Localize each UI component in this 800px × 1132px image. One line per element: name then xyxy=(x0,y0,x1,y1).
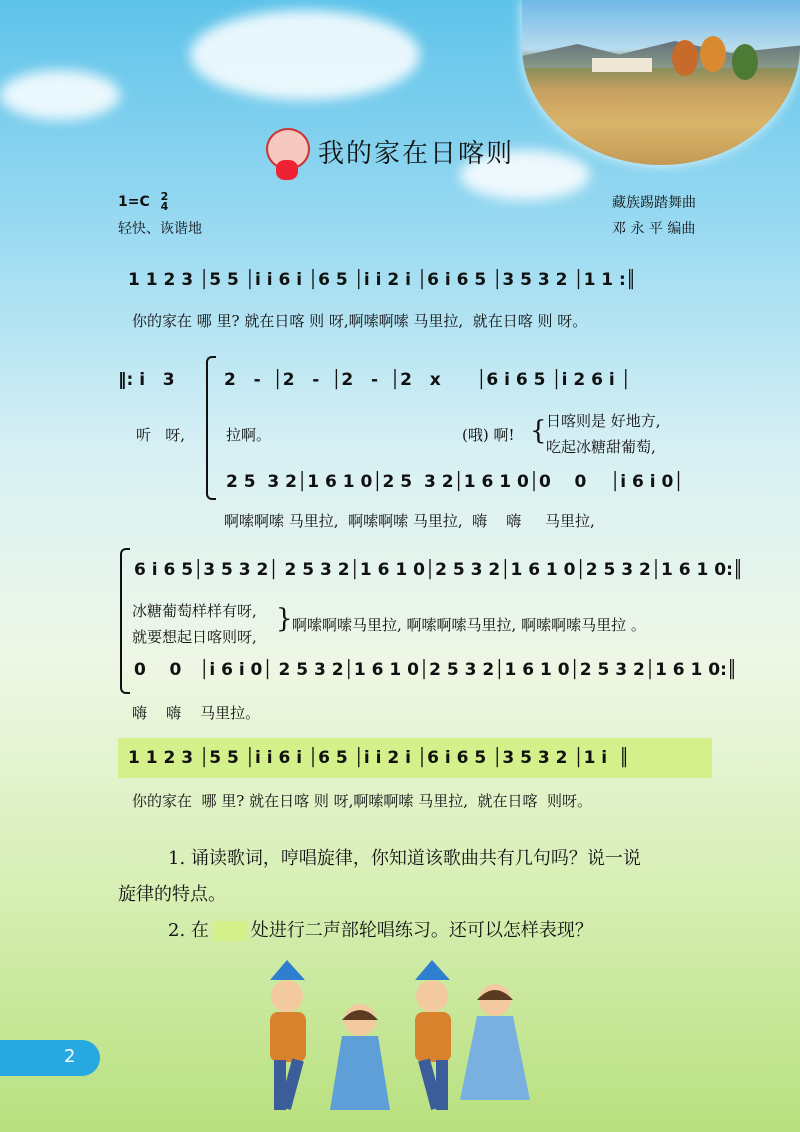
question-2-prefix: 2. 在 xyxy=(168,920,209,941)
lyrics-line-3-lower: 嗨 嗨 马里拉。 xyxy=(132,704,261,722)
highlight-swatch xyxy=(213,921,247,941)
notation-line-4: 1 1 2 3 │5 5 │i i 6 i │6 5 │i i 2 i │6 i 6 5 │3 5 3 2 │1 i ║ xyxy=(128,748,630,768)
lyrics-line-1: 你的家在 哪 里? 就在日喀 则 呀,啊嗦啊嗦 马里拉, 就在日喀 则 呀。 xyxy=(132,312,588,330)
lyrics-verse-2: 吃起冰糖甜葡萄, xyxy=(546,438,656,456)
song-header xyxy=(262,120,514,182)
lyrics-line-2-a: 拉啊。 xyxy=(226,426,272,444)
lyrics-verse-1: 日喀则是 好地方, xyxy=(546,412,661,430)
key-signature: 1=C 2 4 xyxy=(118,190,169,213)
dancer-figure xyxy=(270,960,306,1110)
dancer-figure xyxy=(460,984,530,1100)
notation-line-3-upper: 6 i 6 5│3 5 3 2│ 2 5 3 2│1 6 1 0│2 5 3 2│1 6 1 0│2 5 3 2│1 6 1 0:║ xyxy=(134,560,744,580)
lyrics-line-2-start: 听 呀, xyxy=(136,426,186,444)
question-2 xyxy=(168,914,593,948)
dancer-figure xyxy=(415,960,451,1110)
tempo-marking: 轻快、诙谐地 xyxy=(118,221,202,237)
song-arranger: 邓 永 平 编曲 xyxy=(612,221,696,237)
question-1-line-2: 旋律的特点。 xyxy=(118,884,226,905)
dancer-figure xyxy=(330,1004,390,1110)
question-1-line-1: 1. 诵读歌词，哼唱旋律，你知道该歌曲共有几句吗？说一说 xyxy=(168,848,641,869)
page-number: 2 xyxy=(64,1046,76,1067)
lyrics-line-2-b: (哦) 啊! xyxy=(462,426,515,444)
lyrics-brace-open: { xyxy=(530,416,547,446)
time-signature-bottom: 4 xyxy=(160,200,169,213)
voice-bracket xyxy=(120,548,130,694)
lyrics-line-4: 你的家在 哪 里? 就在日喀 则 呀,啊嗦啊嗦 马里拉, 就在日喀 则呀。 xyxy=(132,792,593,810)
lyrics-line-2-lower: 啊嗦啊嗦 马里拉, 啊嗦啊嗦 马里拉, 嗨 嗨 马里拉, xyxy=(224,512,595,530)
notation-line-3-lower: 0 0 │i 6 i 0│ 2 5 3 2│1 6 1 0│2 5 3 2│1 6 1 0│2 5 3 2│1 6 1 0:║ xyxy=(134,660,738,680)
voice-bracket xyxy=(206,356,216,500)
lyrics-verse-4: 就要想起日喀则呀, xyxy=(132,628,257,646)
lyrics-brace-close: } xyxy=(276,604,293,634)
question-1-cont xyxy=(118,878,226,912)
music-note-mascot-icon xyxy=(262,120,310,182)
lyrics-line-3-refrain: 啊嗦啊嗦马里拉, 啊嗦啊嗦马里拉, 啊嗦啊嗦马里拉 。 xyxy=(292,616,646,634)
page-number-tab xyxy=(0,1040,100,1076)
notation-line-2-start: ‖: i 3 xyxy=(118,370,181,390)
lyrics-verse-3: 冰糖葡萄样样有呀, xyxy=(132,602,257,620)
notation-line-1: 1 1 2 3 │5 5 │i i 6 i │6 5 │i i 2 i │6 i 6 5 │3 5 3 2 │1 1 :║ xyxy=(128,270,637,290)
cloud-decoration xyxy=(0,70,120,120)
notation-line-2-lower: 2 5 3 2│1 6 1 0│2 5 3 2│1 6 1 0│0 0 │i 6 i 0│ xyxy=(226,472,684,492)
question-1 xyxy=(168,842,641,876)
cloud-decoration xyxy=(190,10,420,100)
landscape-image xyxy=(522,0,800,165)
notation-line-2-upper: 2 - │2 - │2 - │2 x │6 i 6 5 │i 2 6 i │ xyxy=(224,370,631,390)
song-title: 我的家在日喀则 xyxy=(318,138,515,169)
question-2-suffix: 处进行二声部轮唱练习。还可以怎样表现？ xyxy=(250,920,593,941)
tibetan-tap-dancers-illustration xyxy=(230,960,560,1132)
song-origin: 藏族踢踏舞曲 xyxy=(612,195,696,211)
time-signature-top: 2 xyxy=(160,190,169,203)
